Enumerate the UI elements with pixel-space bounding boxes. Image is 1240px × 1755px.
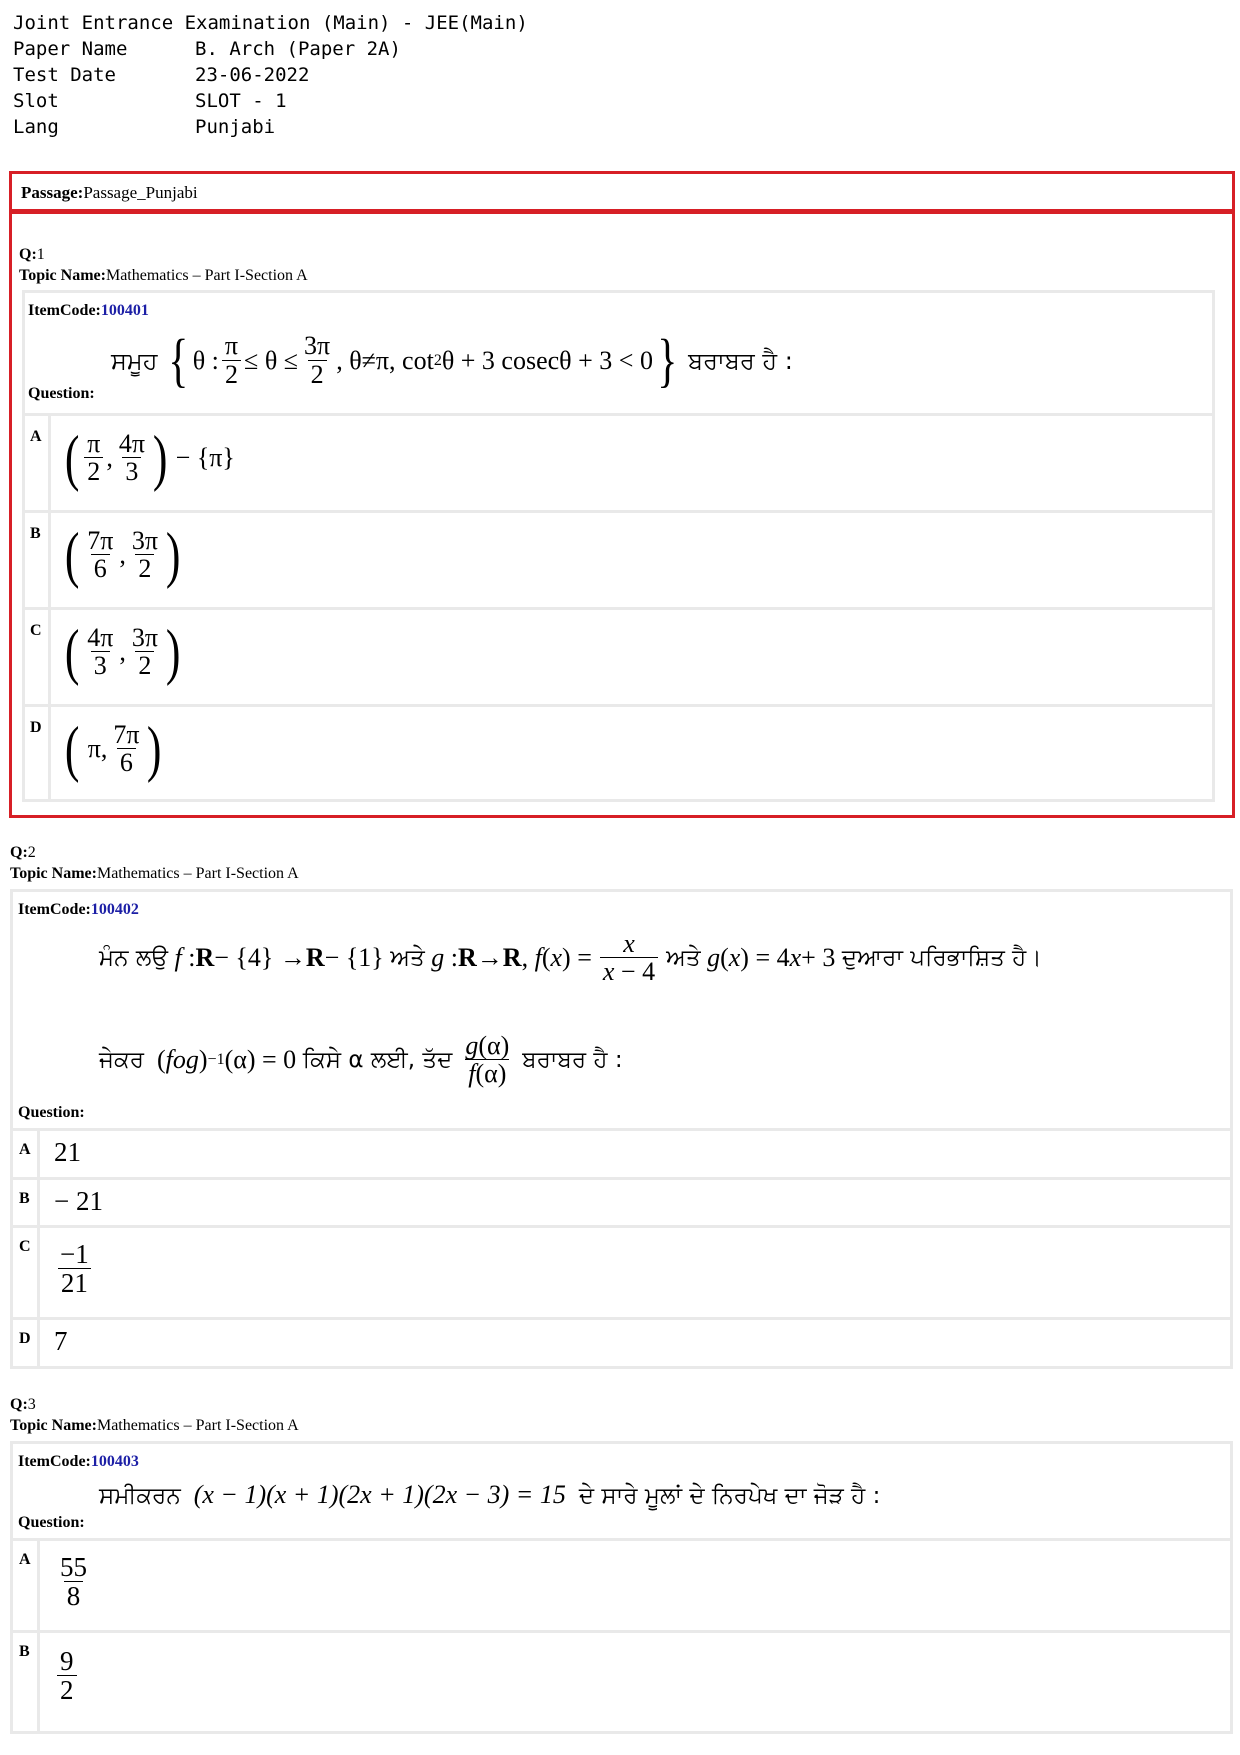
header-row-slot: Slot SLOT - 1 (13, 90, 287, 112)
q2-item-code: 100402 (90, 901, 139, 918)
q2-option-c[interactable]: $\frac{-1}{21}$ (40, 1228, 1230, 1317)
exam-title: Joint Entrance Examination (Main) - JEE(Main) (13, 12, 528, 34)
q3-heading: Q:3 Topic Name:Mathematics – Part I-Section A (10, 1396, 299, 1434)
q2-number: 2 (27, 844, 36, 861)
passage-box: Passage:Passage_Punjabi (9, 171, 1235, 212)
q2-statement-line1: ਮੰਨ ਲਉ f : R − {4} → R − {1} ਅਤੇ g : R → R , f ( x ) = $\frac{x}{x - 4}$ ਅਤੇ g ( x ) = 4 x + 3 ਦੁਆਰਾ ਪਰਿਭਾਸ਼ਿਤ ਹੈ। (99, 929, 1042, 987)
header-row-paper-name: Paper Name B. Arch (Paper 2A) (13, 38, 401, 60)
q2-option-d[interactable]: 7 (40, 1320, 1230, 1366)
passage-name: Passage_Punjabi (83, 183, 198, 202)
q1-number: 1 (36, 246, 45, 263)
q3-number: 3 (27, 1396, 36, 1413)
q1-option-a-key: A (25, 416, 48, 510)
q2-heading: Q:2 Topic Name:Mathematics – Part I-Section A (10, 844, 299, 882)
q1-option-a[interactable]: ( $\frac{\pi}{2}$ , $\frac{4\pi}{3}$ ) − {π} (51, 416, 1212, 510)
q2-statement-line2: ਜੇਕਰ ( fog ) −1 (α) = 0 ਕਿਸੇ α ਲਈ, ਤੱਦ $\frac{g(\alpha)}{f(\alpha)}$ ਬਰਾਬਰ ਹੈ : (99, 1031, 623, 1089)
q1-question-cell: ItemCode:100401 Question: ਸਮੂਹ { θ : $\frac{\pi}{2}$ ≤ θ ≤ $\frac{3\pi}{2}$ , θ≠π, cot 2 θ + 3 cosecθ + 3 < 0 } ਬਰਾਬਰ ਹੈ : (25, 293, 1212, 413)
q1-option-c[interactable]: ( $\frac{4\pi}{3}$ , $\frac{3\pi}{2}$ ) (51, 610, 1212, 704)
q2-option-d-key: D (13, 1320, 37, 1366)
q1-item-code: 100401 (100, 302, 149, 319)
q1-topic: Mathematics – Part I-Section A (105, 267, 308, 284)
q1-option-d-key: D (25, 707, 48, 799)
question-label: Question: (28, 385, 95, 402)
q1-option-b[interactable]: ( $\frac{7\pi}{6}$ , $\frac{3\pi}{2}$ ) (51, 513, 1212, 607)
q1-statement: ਸਮੂਹ { θ : $\frac{\pi}{2}$ ≤ θ ≤ $\frac{3\pi}{2}$ , θ≠π, cot 2 θ + 3 cosecθ + 3 < 0 } ਬਰਾਬਰ ਹੈ : (111, 327, 793, 393)
q3-statement: ਸਮੀਕਰਨ (x − 1)(x + 1)(2x + 1)(2x − 3) = 15 ਦੇ ਸਾਰੇ ਮੂਲਾਂ ਦੇ ਨਿਰਪੇਖ ਦਾ ਜੋੜ ਹੈ : (99, 1480, 881, 1509)
q2-question-cell: ItemCode:100402 ਮੰਨ ਲਉ f : R − {4} → R − {1} ਅਤੇ g : R → R , f ( x ) = $\frac{x}{x - 4}$ ਅਤੇ g ( x ) = 4 x + 3 ਦੁਆਰਾ ਪਰਿਭਾਸ਼ਿਤ ਹੈ। ਜੇਕਰ ( fog ) −1 (α) = 0 ਕਿਸੇ α ਲਈ, ਤੱਦ $\frac{g(\alpha)}{f(\alpha)}$ ਬਰਾਬਰ ਹੈ : Question: (13, 892, 1230, 1128)
header-row-test-date: Test Date 23-06-2022 (13, 64, 310, 86)
q2-option-a-key: A (13, 1131, 37, 1177)
question-label: Question: (18, 1104, 85, 1121)
header-row-lang: Lang Punjabi (13, 116, 276, 138)
q1-heading: Q:1 Topic Name:Mathematics – Part I-Section A (19, 246, 308, 284)
q1-option-d[interactable]: ( π, $\frac{7\pi}{6}$ ) (51, 707, 1212, 799)
q3-item-code: 100403 (90, 1453, 139, 1470)
q2-option-c-key: C (13, 1228, 37, 1317)
q3-option-b[interactable]: $\frac{9}{2}$ (40, 1633, 1230, 1731)
q3-question-cell: ItemCode:100403 ਸਮੀਕਰਨ (x − 1)(x + 1)(2x + 1)(2x − 3) = 15 ਦੇ ਸਾਰੇ ਮੂਲਾਂ ਦੇ ਨਿਰਪੇਖ ਦਾ ਜੋੜ ਹੈ : Question: (13, 1444, 1230, 1538)
q2-option-b[interactable]: − 21 (40, 1180, 1230, 1225)
q2-option-b-key: B (13, 1180, 37, 1225)
q1-option-b-key: B (25, 513, 48, 607)
q3-option-a-key: A (13, 1541, 37, 1630)
paper-header (13, 10, 528, 140)
q2-topic: Mathematics – Part I-Section A (96, 865, 299, 882)
q2-option-a[interactable]: 21 (40, 1131, 1230, 1177)
q3-topic: Mathematics – Part I-Section A (96, 1417, 299, 1434)
q1-option-c-key: C (25, 610, 48, 704)
q3-option-b-key: B (13, 1633, 37, 1731)
question-label: Question: (18, 1514, 85, 1531)
q3-option-a[interactable]: $\frac{55}{8}$ (40, 1541, 1230, 1630)
